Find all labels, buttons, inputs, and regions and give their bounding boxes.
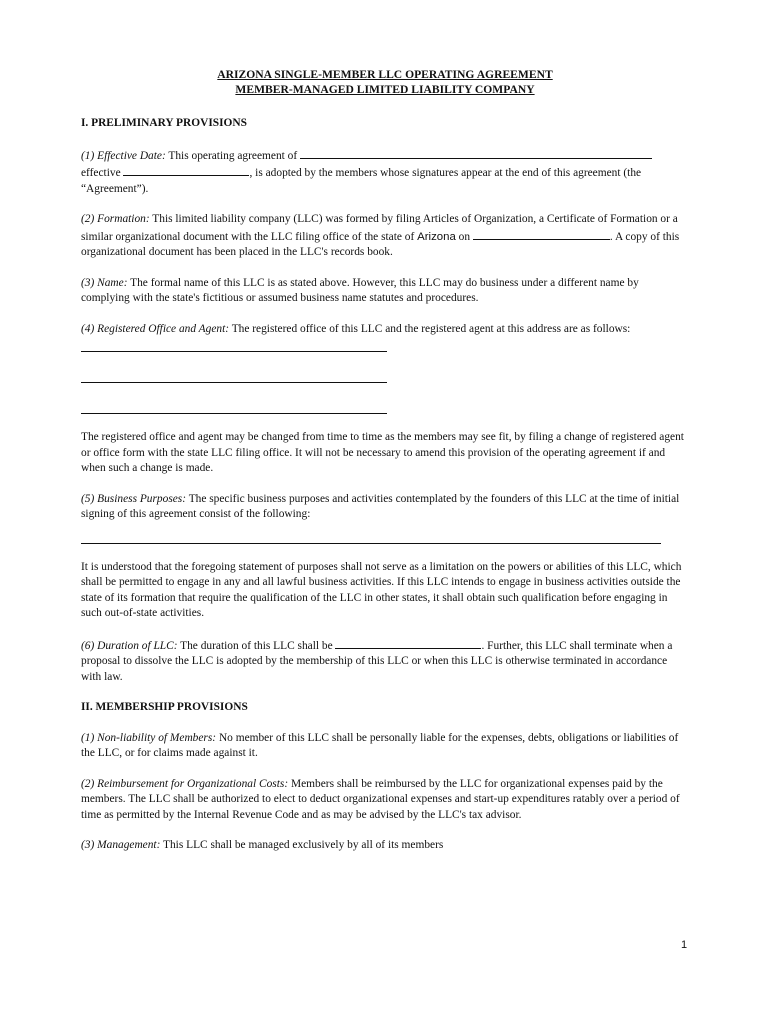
- paragraph-reimbursement: (2) Reimbursement for Organizational Costs: Members shall be reimbursed by the LLC for organizational expenses paid by the members. The LLC shall be authorized to elect to deduct organizational expenses and start-up expenditures ratably over a period of time as permitted by the Internal Revenue Code and as may be advised by the LLC's tax advisor.: [81, 777, 680, 821]
- non-liability-label: (1) Non-liability of Members:: [81, 731, 217, 744]
- paragraph-registered-office: (4) Registered Office and Agent: The registered office of this LLC and the registered agent at this address are as follows:: [81, 322, 631, 335]
- registered-office-line-2[interactable]: [81, 368, 387, 383]
- reimbursement-label: (2) Reimbursement for Organizational Costs:: [81, 777, 289, 790]
- document-body: [81, 116, 686, 869]
- paragraph-purposes-limitation: It is understood that the foregoing statement of purposes shall not serve as a limitation on the powers or abilities of this LLC, which shall be permitted to engage in any and all lawful business activities. If this LLC intends to engage in business activities outside the state of its formation that require the qualification of the LLC in other states, it shall obtain such qualification before engaging in such out-of-state activities.: [81, 560, 682, 619]
- registered-office-line-3[interactable]: [81, 399, 387, 414]
- paragraph-effective-date: (1) Effective Date: This operating agreement of effective , is adopted by the members whose signatures appear at the end of this agreement (the “Agreement”).: [81, 147, 686, 198]
- name-label: (3) Name:: [81, 276, 128, 289]
- company-name-field[interactable]: [300, 147, 652, 159]
- formation-label: (2) Formation:: [81, 213, 150, 225]
- effective-date-label: (1) Effective Date:: [81, 149, 166, 162]
- paragraph-formation: (2) Formation: This limited liability company (LLC) was formed by filing Articles of Organization, a Certificate of Formation or a similar organizational document with the LLC filing office of the state of Arizona on . A copy of this organizational document has been placed in the LLC's records book.: [81, 213, 680, 258]
- registered-office-label: (4) Registered Office and Agent:: [81, 322, 230, 335]
- duration-field[interactable]: [335, 637, 481, 649]
- page-number: 1: [681, 939, 688, 951]
- paragraph-registered-office-change: The registered office and agent may be changed from time to time as the members may see fit, by filing a change of registered agent or office form with the state LLC filing office. It will not be necessary to amend this provision of the operating agreement if and when such a change is made.: [81, 431, 684, 474]
- state-name: Arizona: [417, 230, 456, 243]
- management-label: (3) Management:: [81, 839, 161, 851]
- title-line-1: ARIZONA SINGLE-MEMBER LLC OPERATING AGREEMENT: [217, 68, 553, 81]
- paragraph-non-liability: (1) Non-liability of Members: No member of this LLC shall be personally liable for the expenses, debts, obligations or liabilities of the LLC, or for claims made against it.: [81, 731, 679, 759]
- title-line-2: MEMBER-MANAGED LIMITED LIABILITY COMPANY: [235, 83, 535, 96]
- document-title: [0, 67, 770, 97]
- section-heading-preliminary: I. PRELIMINARY PROVISIONS: [81, 117, 247, 129]
- business-purposes-label: (5) Business Purposes:: [81, 492, 187, 505]
- registered-office-line-1[interactable]: [81, 337, 387, 352]
- paragraph-management: (3) Management: This LLC shall be managed exclusively by all of its members: [81, 839, 444, 851]
- duration-label: (6) Duration of LLC:: [81, 639, 178, 652]
- section-heading-membership: II. MEMBERSHIP PROVISIONS: [81, 701, 248, 713]
- paragraph-duration: (6) Duration of LLC: The duration of this LLC shall be . Further, this LLC shall terminate when a proposal to dissolve the LLC is adopted by the membership of this LLC or when this LLC is otherwise terminated in accordance with law.: [81, 637, 686, 686]
- paragraph-name: (3) Name: The formal name of this LLC is as stated above. However, this LLC may do business under a different name by complying with the state's fictitious or assumed business name statutes and procedures.: [81, 276, 639, 304]
- effective-date-field[interactable]: [123, 164, 249, 176]
- business-purposes-line[interactable]: [81, 529, 661, 544]
- formation-date-field[interactable]: [473, 228, 610, 240]
- paragraph-business-purposes: (5) Business Purposes: The specific business purposes and activities contemplated by the founders of this LLC at the time of initial signing of this agreement consist of the following:: [81, 492, 680, 520]
